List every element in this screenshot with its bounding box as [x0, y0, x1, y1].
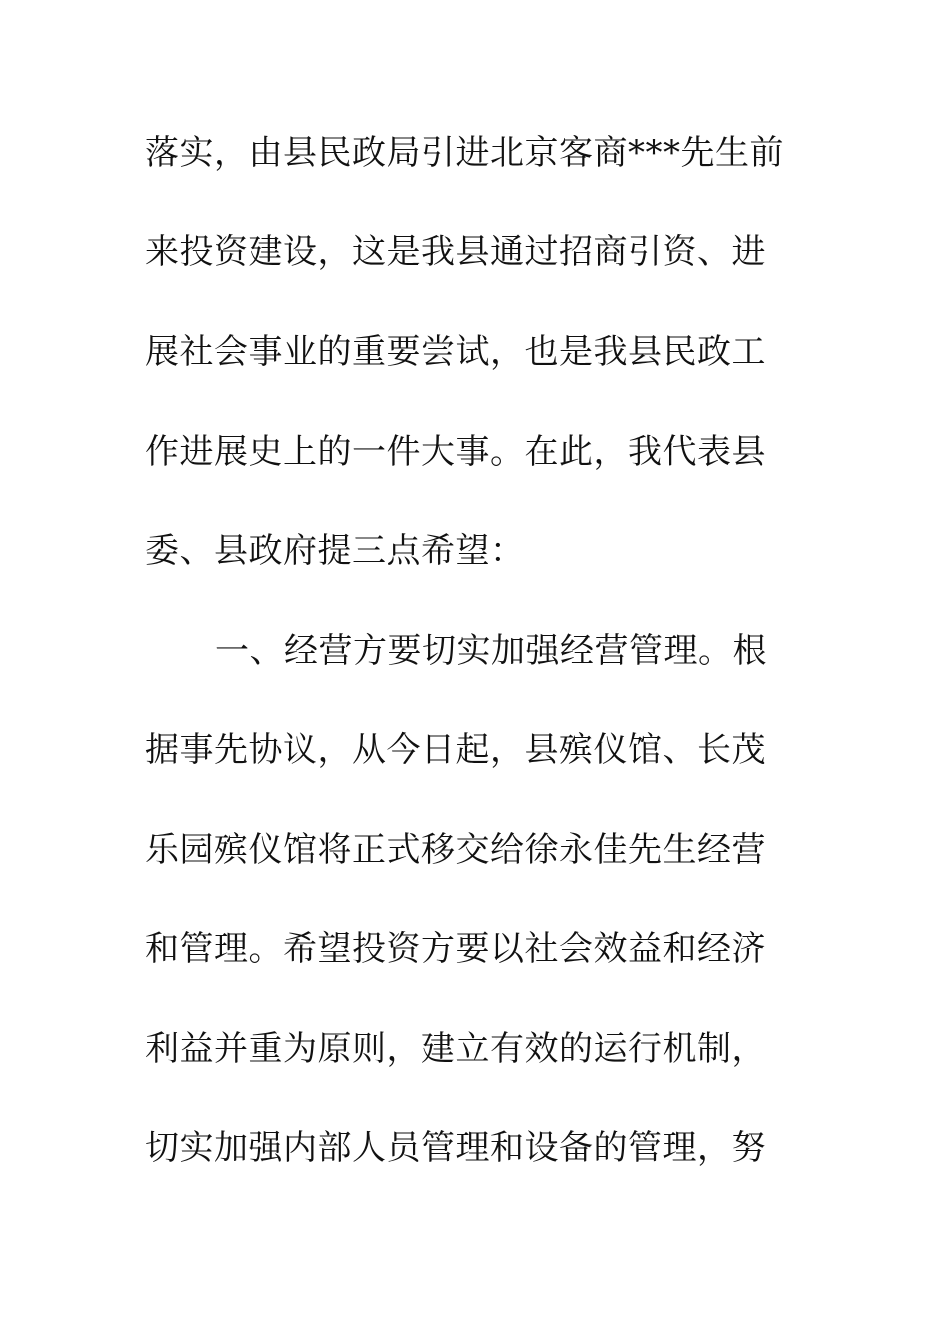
text-line: 切实加强内部人员管理和设备的管理，努: [145, 1128, 766, 1168]
text-line: 和管理。希望投资方要以社会效益和经济: [145, 929, 766, 969]
text-line: 委、县政府提三点希望：: [145, 531, 525, 571]
text-line: 落实，由县民政局引进北京客商***先生前: [145, 133, 784, 173]
paragraph-start-line: 一、经营方要切实加强经营管理。根: [215, 631, 767, 671]
text-line: 来投资建设，这是我县通过招商引资、进: [145, 232, 766, 272]
text-line: 作进展史上的一件大事。在此，我代表县: [145, 432, 766, 472]
text-line: 展社会事业的重要尝试，也是我县民政工: [145, 332, 766, 372]
text-line: 乐园殡仪馆将正式移交给徐永佳先生经营: [145, 830, 766, 870]
text-line: 据事先协议，从今日起，县殡仪馆、长茂: [145, 730, 766, 770]
text-line: 利益并重为原则，建立有效的运行机制，: [145, 1029, 766, 1069]
